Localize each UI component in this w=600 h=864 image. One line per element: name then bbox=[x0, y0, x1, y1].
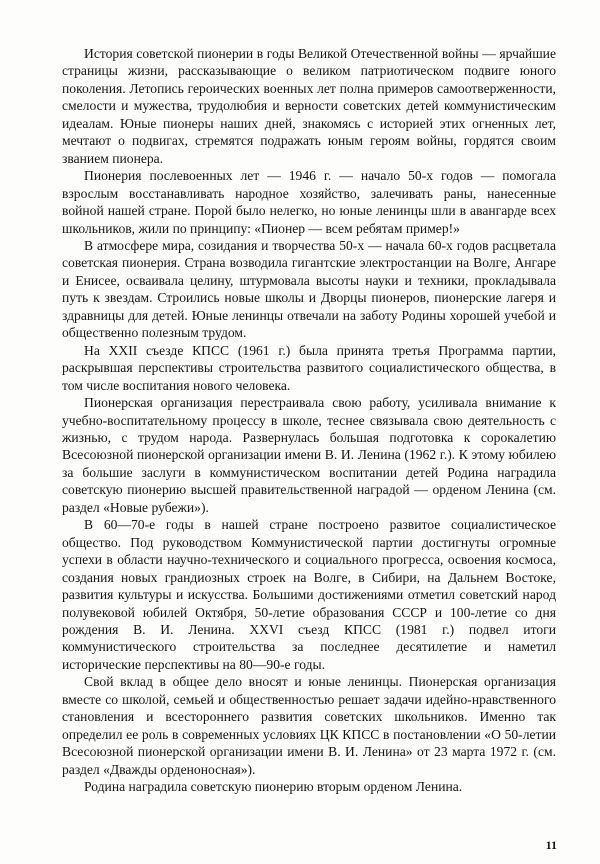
paragraph: Родина наградила советскую пионерию вторым орденом Ленина. bbox=[84, 779, 463, 795]
paragraph: В атмосфере мира, созидания и творчества 50-х — начала 60-х годов расцветала советская пионерия. Страна возводила гигантские электростанции на Волге, Ангаре и Енисее, осваивала целину, штурмовала высоты науки и техники, прокладывала путь к звездам. Строились новые школы и Дворцы пионеров, пионерские лагеря и здравницы для детей. Юные ленинцы отвечали на заботу Родины хорошей учебой и общественно полезным трудом. bbox=[62, 237, 556, 341]
paragraph: Пионерская организация перестраивала свою работу, усиливала внимание к учебно-воспитательному процессу в школе, теснее связывала свою деятельность с жизнью, с трудом народа. Развернулась большая подготовка к сорокалетию Всесоюзной пионерской организации имени В. И. Ленина (1962 г.). К этому юбилею за большие заслуги в коммунистическом воспитании детей Родина наградила советскую пионерию высшей правительственной наградой — орденом Ленина (см. раздел «Новые рубежи»). bbox=[62, 395, 556, 515]
body-text bbox=[62, 45, 556, 795]
paragraph: Свой вклад в общее дело вносят и юные ленинцы. Пионерская организация вместе со школой, семьей и общественностью решает задачи идейно-нравственного становления и всестороннего развития советских школьников. Именно так определил ее роль в современных условиях ЦК КПСС в постановлении «О 50-летии Всесоюзной пионерской организации имени В. И. Ленина» от 23 марта 1972 г. (см. раздел «Дважды орденоносная»). bbox=[62, 674, 556, 777]
paragraph: Пионерия послевоенных лет — 1946 г. — начало 50-х годов — помогала взрослым восстанавливать народное хозяйство, залечивать раны, нанесенные войной нашей стране. Порой было нелегко, но юные ленинцы шли в авангарде всех школьников, жили по принципу: «Пионер — всем ребятам пример!» bbox=[62, 168, 556, 236]
paragraph: В 60—70-е годы в нашей стране построено развитое социалистическое общество. Под руководством Коммунистической партии достигнуты огромные успехи в области научно-технического и социального прогресса, освоения космоса, создания новых грандиозных строек на Волге, в Сибири, на Дальнем Востоке, развития культуры и искусства. Большими достижениями отметил советский народ полувековой юбилей Октября, 50-летие образования СССР и 100-летие со дня рождения В. И. Ленина. XXVI съезд КПСС (1981 г.) подвел итоги коммунистического строительства за последнее десятилетие и наметил исторические перспективы на 80—90-е годы. bbox=[62, 517, 556, 672]
paragraph: История советской пионерии в годы Великой Отечественной войны — ярчайшие страницы жизни, рассказывающие о великом патриотическом подвиге юного поколения. Летопись героических военных лет полна примеров самоотверженности, смелости и мужества, трудолюбия и верности советских детей коммунистическим идеалам. Юные пионеры наших дней, знакомясь с историей этих огненных лет, мечтают о подвигах, стремятся подражать юным героям войны, гордятся своим званием пионера. bbox=[62, 46, 556, 166]
paragraph: На XXII съезде КПСС (1961 г.) была принята третья Программа партии, раскрывшая перспективы строительства развитого социалистического общества, в том числе воспитания нового человека. bbox=[62, 342, 556, 393]
page-number: 11 bbox=[545, 838, 557, 852]
